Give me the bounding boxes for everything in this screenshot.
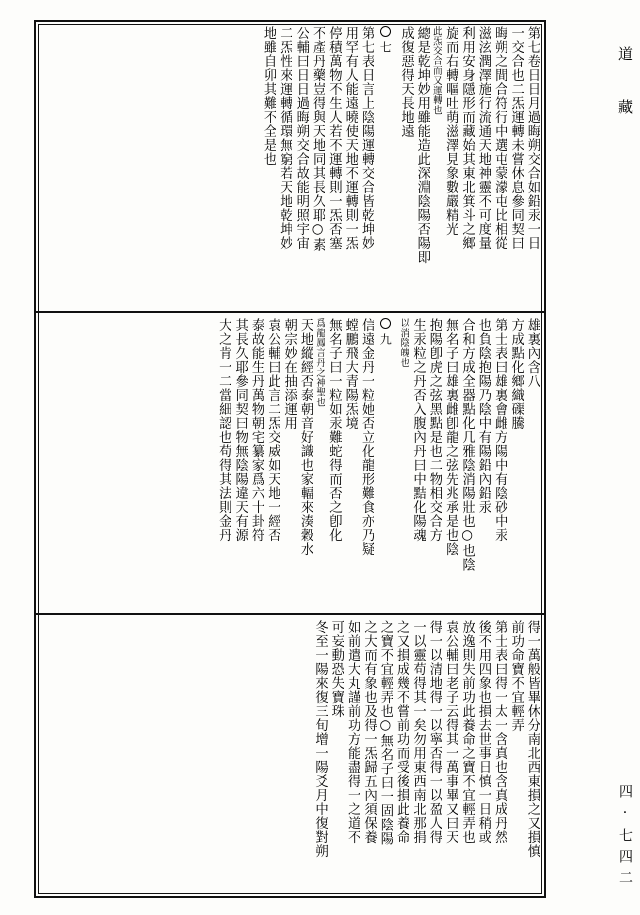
text-column: 滋泫潤澤施行流通天地神靈不可度量 xyxy=(475,26,491,250)
section-marker: 九 xyxy=(374,318,397,345)
section-marker: 七 xyxy=(374,26,397,53)
text-column: 無名子曰雄裏雌卽龍之弦先兆承是也陰 xyxy=(443,318,459,556)
text-column: 其長久耶參同契曰物無陰陽違天有源 xyxy=(232,318,248,542)
text-column: 方成點化鄉織磲騰 xyxy=(508,318,524,430)
text-column: 利用安身隱形而藏始其東北箕斗之鄉 xyxy=(459,26,475,250)
text-column: 晦朔之間合符行中選屯蒙濛屯比相從 xyxy=(492,26,508,250)
text-column: 袁公輔曰老子云得其一萬事畢又曰天 xyxy=(443,620,459,844)
text-column: 一以靈苟得其一矣勿用東西南北那捐 xyxy=(410,620,426,844)
text-column: 合和方成全器點化几雅陰消陽壯也○也陰 xyxy=(459,318,475,572)
text-column: 冬至一陽來復三旬增一陽爻月中復對朔 xyxy=(312,620,328,858)
text-column: 公輔曰日日過晦朔交合故能明照宇宙 xyxy=(293,26,309,250)
text-column: 前功命寶不宜輕弄 xyxy=(508,620,524,732)
text-column: 地雖自卯其難不全是也 xyxy=(261,26,277,166)
circle-icon xyxy=(380,318,391,329)
text-column: 袁公輔曰此言二炁交威如天地一經否 xyxy=(265,318,281,542)
text-column: 第七表日言上陰陽運轉交合皆乾坤妙 xyxy=(359,26,375,250)
collection-title xyxy=(617,46,632,124)
text-column: 雄裏內含八 xyxy=(525,318,540,388)
text-column: 後不用四象也損去世事日慎一日稍或 xyxy=(475,620,491,844)
text-column: 無名子曰一粒如汞難蛇得而否之卽化 xyxy=(326,318,342,542)
text-column: 生汞粒之丹否入腹內丹曰中黠化陽魂 xyxy=(410,318,426,542)
text-column: 放逸則失前功此養命之寶不宜輕弄也 xyxy=(459,620,475,844)
text-column: 可妄動恐失寶珠 xyxy=(328,620,344,718)
text-column: 天地縱經否泰朝音好識也家輻來湊穀水 xyxy=(298,318,314,556)
text-column: 一交合也二炁運轉未嘗休息參同契曰 xyxy=(508,26,524,250)
text-column: 朝宗妙在抽添運用 xyxy=(281,318,297,430)
text-column: 如前遣大丸謹前功方能盡得一之道不 xyxy=(345,620,361,844)
text-column-annotation: 爲龍鳳言丹之神聖也 xyxy=(314,318,326,408)
text-column: 停積萬物不生人若不運轉則一炁否塞 xyxy=(326,26,342,250)
register-middle xyxy=(40,318,540,607)
text-column: 成復惡得天長地遠 xyxy=(398,26,414,138)
text-column: 泰故能生丹萬物朝宅纂家爲六十卦符 xyxy=(249,318,265,542)
text-column: 第士表曰得一太一含真也含真成丹然 xyxy=(492,620,508,844)
text-column: 之寶不宜輕弄也○無名子曰一固陰陽 xyxy=(377,620,393,846)
text-column-annotation: 以消陰魄也 xyxy=(398,318,410,368)
text-column: 用罕有人能遠曉使天地不運轉則一炁 xyxy=(342,26,358,250)
text-column: 大之肯一二當細認也苟得其法則金丹 xyxy=(216,318,232,542)
collection-title-char-2: 藏 xyxy=(616,99,634,124)
circle-icon xyxy=(380,26,391,37)
text-column: 第士表曰雄裏會雌方陽中有陰砂中汞 xyxy=(492,318,508,542)
text-column: 也負陰抱陽乃陰中有陽鉛內鉛汞 xyxy=(475,318,491,514)
text-column: 得一萬般皆畢休分南北西東損之又損慎 xyxy=(525,620,540,858)
text-column: 之又損成幾不嘗前功而受後損此養命 xyxy=(394,620,410,844)
register-divider-2 xyxy=(34,613,546,615)
text-column: 二炁性來運轉循環無窮若天地乾坤妙 xyxy=(277,26,293,250)
text-column: 得一以清地得一以寧否得一以盈人得 xyxy=(426,620,442,844)
register-bottom xyxy=(40,620,540,892)
text-column: 不產丹藥豈得與天地同其長久耶○素 xyxy=(310,26,326,252)
register-divider-1 xyxy=(34,311,546,313)
text-column: 信遠金丹一粒她否立化龍形難食亦乃疑 xyxy=(359,318,375,556)
text-column-annotation: 此炁交合而又運轉也 xyxy=(430,26,442,116)
collection-title-char-1: 道 xyxy=(616,46,634,71)
text-column: 之大而有象也及得一炁歸五內須保養 xyxy=(361,620,377,844)
text-column: 旋而右轉嘔吐萌滋澤見象數嚴精光 xyxy=(443,26,459,236)
text-column: 總是乾坤妙用雖能造此深淵陰陽否陽即 xyxy=(414,26,430,264)
text-column: 抱陽卽虎之弦黑點是也二物相交合方 xyxy=(426,318,442,542)
register-top xyxy=(40,26,540,309)
page-number: 四·七四二 xyxy=(617,784,633,891)
text-column: 第七卷日日月過晦朔交合如鉛汞一日 xyxy=(525,26,540,250)
text-column: 螳鵬飛大青陽炁境 xyxy=(342,318,358,430)
